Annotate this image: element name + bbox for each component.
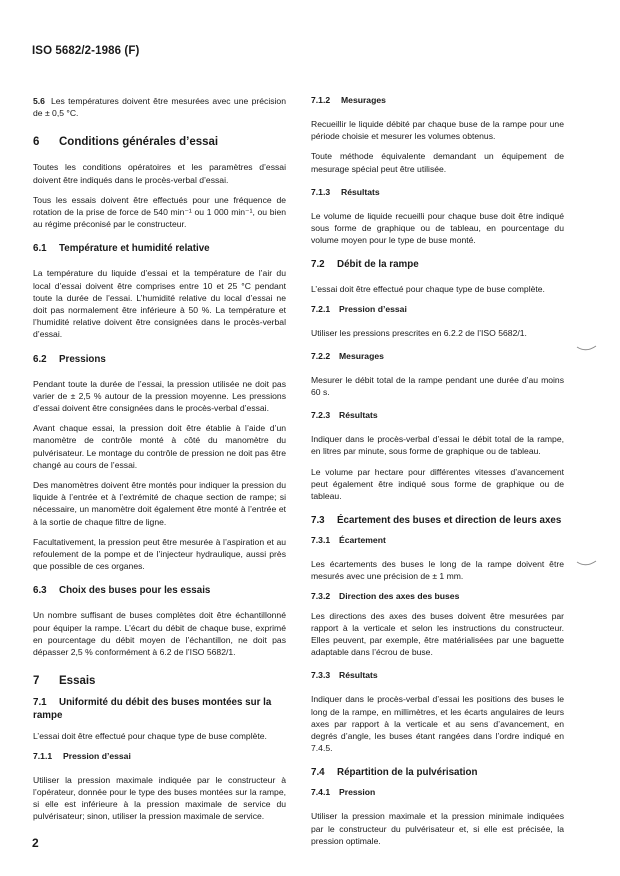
section-7-2-para-1: L’essai doit être effectué pour chaque type de buse complète.	[311, 284, 545, 295]
heading-6-3: 6.3 Choix des buses pour les essais	[33, 585, 211, 597]
section-5-6: 5.6 Les températures doivent être mesurées avec une précision de ± 0,5 °C.	[33, 96, 286, 119]
section-7-3-2-para-1: Les directions des axes des buses doivent être mesurées par rapport à la verticale et selon les instructions du constructeur. Elles peuvent, par exemple, être matérialisées par une baguette adaptable dans l’écrou de buse.	[311, 610, 564, 658]
heading-6: 6 Conditions générales d’essai	[33, 136, 219, 149]
heading-7-3-3: 7.3.3 Résultats	[311, 670, 378, 681]
heading-7-2-2: 7.2.2 Mesurages	[311, 350, 384, 361]
heading-7-2-1: 7.2.1 Pression d’essai	[311, 303, 407, 314]
section-7-3-3-para-1: Indiquer dans le procès-verbal d’essai les positions des buses le long de la rampe, en millimètres, et les écarts angulaires de leurs axes par rapport à la verticale et au sens d’avancement, en degrés d’angle, les buses étant rangées dans l’ordre indiqué en 7.4.5.	[311, 694, 564, 754]
section-7-2-1-para-1: Utiliser les pressions prescrites en 6.2.2 de l’ISO 5682/1.	[311, 327, 527, 338]
section-7-3-1-para-1: Les écartements des buses le long de la rampe doivent être mesurés avec une précision de ± 1 mm.	[311, 559, 564, 582]
section-6-2-para-1: Pendant toute la durée de l’essai, la pression utilisée ne doit pas varier de ± 2,5 % autour de la pression moyenne. Les pressions d’essai doivent être consignées dans le procès-verbal d’essai.	[33, 378, 286, 414]
heading-7-1: 7.1 Uniformité du débit des buses montées sur la rampe	[33, 697, 272, 722]
heading-7-1-2: 7.1.2 Mesurages	[311, 95, 386, 105]
heading-7-3-1: 7.3.1 Écartement	[311, 535, 386, 546]
heading-7-4-1: 7.4.1 Pression	[311, 787, 376, 798]
margin-mark-icon	[576, 344, 598, 354]
section-7-4-1-para-1: Utiliser la pression maximale et la pression minimale indiquées par le constructeur du pulvérisateur et, si elle est précisée, la pression optimale.	[311, 811, 564, 846]
heading-7-2-3: 7.2.3 Résultats	[311, 410, 378, 421]
section-7-1-1-para-1: Utiliser la pression maximale indiquée par le constructeur à l’opérateur, donnée pour le type des buses montées sur la rampe, si elle est inférieure à la pression maximale de service du pulvérisateur; sinon, utiliser la pression maximale de service.	[33, 774, 286, 822]
section-6-2-para-2: Avant chaque essai, la pression doit être établie à l’aide d’un manomètre de contrôle monté à côté du manomètre du pulvérisateur. Le montage du contrôle de pression ne doit pas être changé au cours de l’essai.	[33, 423, 286, 470]
heading-7: 7 Essais	[33, 675, 96, 688]
heading-6-2: 6.2 Pressions	[33, 353, 106, 365]
page-number: 2	[32, 836, 39, 850]
section-7-1-2-para-1: Recueillir le liquide débité par chaque buse de la rampe pour une période choisie et mesurer les volumes obtenus.	[311, 119, 564, 142]
heading-7-3-2: 7.3.2 Direction des axes des buses	[311, 590, 460, 601]
left-column	[33, 95, 286, 822]
section-7-1-3-para-1: Le volume de liquide recueilli pour chaque buse doit être indiqué sous forme de graphique ou de tableau, en pourcentage du volume moyen pour le type de buse monté.	[311, 210, 564, 246]
section-6-2-para-3: Des manomètres doivent être montés pour indiquer la pression du liquide à l’entrée et à l’extrémité de chaque section de rampe; si nécessaire, un manomètre doit également être monté à l’entrée et à la sortie de chaque filtre de ligne.	[33, 480, 286, 527]
section-7-2-2-para-1: Mesurer le débit total de la rampe pendant une durée d’au moins 60 s.	[311, 374, 564, 398]
heading-7-2: 7.2 Débit de la rampe	[311, 259, 419, 271]
section-6-1-para-1: La température du liquide d’essai et la température de l’air du local d’essai doivent être comprises entre 10 et 25 °C pendant toute la durée de l’essai. L’humidité relative du local d’essai ne doit pas normalement être inférieure à 50 %. La température et l’humidité relative doivent être consignées dans le procès-verbal d’essai.	[33, 268, 286, 340]
section-6-para-1: Toutes les conditions opératoires et les paramètres d’essai doivent être indiqués dans le procès-verbal d’essai.	[33, 162, 286, 185]
document-header: ISO 5682/2-1986 (F)	[32, 45, 140, 57]
heading-6-1: 6.1 Température et humidité relative	[33, 243, 210, 255]
section-6-2-para-4: Facultativement, la pression peut être mesurée à l’aspiration et au refoulement de la pompe et de l’injecteur hydraulique, aussi près que possible de ces organes.	[33, 536, 286, 572]
right-column	[311, 95, 564, 847]
margin-mark-icon	[576, 559, 598, 569]
section-7-1-2-para-2: Toute méthode équivalente demandant un équipement de mesurage spécial peut être utilisée.	[311, 151, 564, 174]
section-7-2-3-para-2: Le volume par hectare pour différentes vitesses d’avancement peut également être indiqué sous forme de graphique ou de tableau.	[311, 466, 564, 502]
heading-7-3: 7.3 Écartement des buses et direction de leurs axes	[311, 515, 562, 527]
heading-7-4: 7.4 Répartition de la pulvérisation	[311, 767, 478, 779]
section-7-2-3-para-1: Indiquer dans le procès-verbal d’essai le débit total de la rampe, en litres par minute, sous forme de graphique ou de tableau.	[311, 434, 564, 457]
heading-7-1-1: 7.1.1 Pression d’essai	[33, 750, 131, 761]
section-6-para-2: Tous les essais doivent être effectués pour une fréquence de rotation de la prise de force de 540 min⁻¹ ou 1 000 min⁻¹, ou bien au régime préconisé par le constructeur.	[33, 194, 286, 230]
section-6-3-para-1: Un nombre suffisant de buses complètes doit être échantillonné pour équiper la rampe. L’écart du débit de chaque buse, exprimé en pourcentage du débit moyen de l’échantillon, ne doit pas dépasser 2,5 % conformément à 6.2 de l’ISO 5682/1.	[33, 610, 286, 658]
section-7-1-para-1: L’essai doit être effectué pour chaque type de buse complète.	[33, 731, 267, 742]
heading-7-1-3: 7.1.3 Résultats	[311, 186, 380, 197]
